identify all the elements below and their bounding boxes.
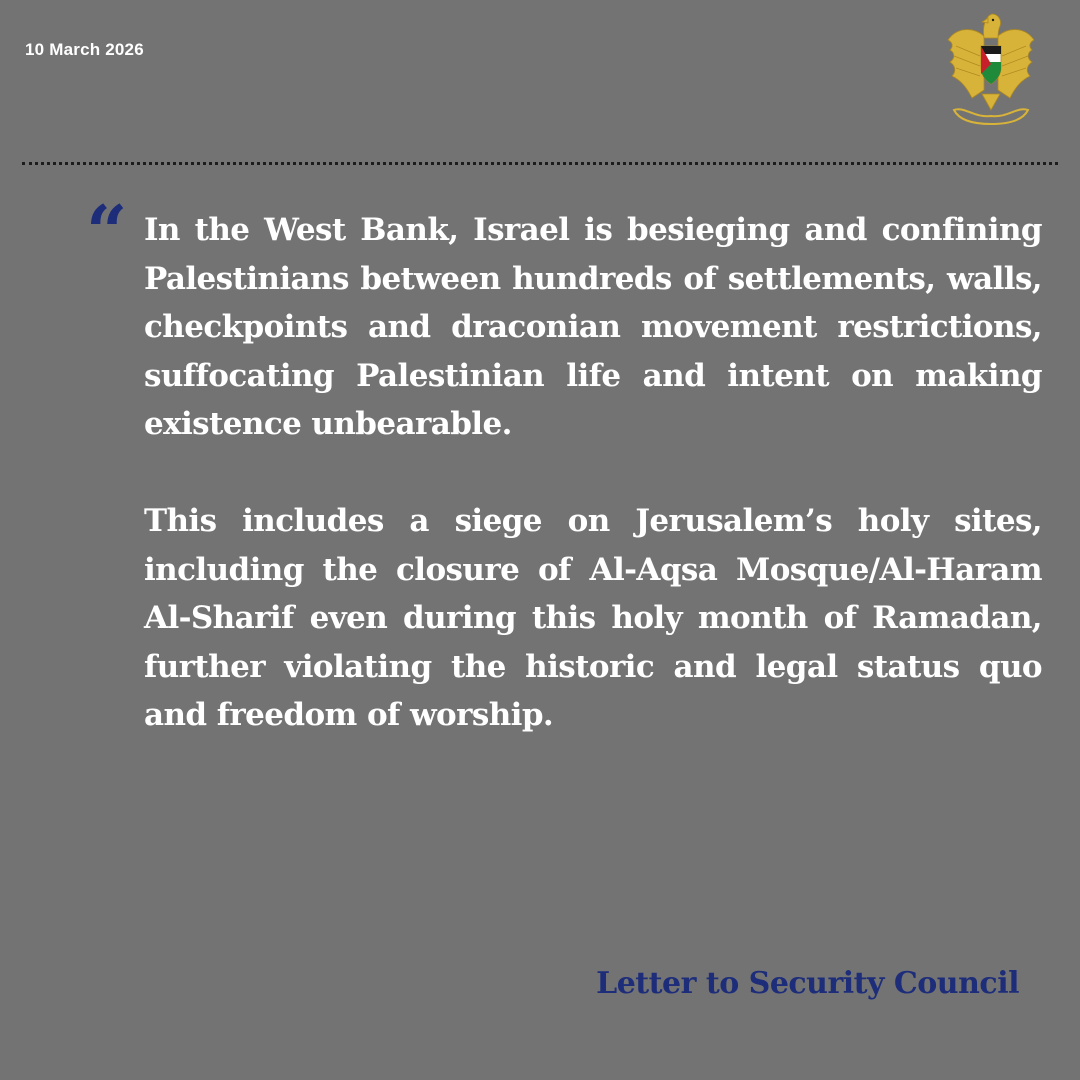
quote-paragraph: In the West Bank, Israel is besieging and confining Palestinians between hundreds of settlements, walls, checkpoints and draconian movement restrictions, suffocating Palestinian life and intent on making existence unbearable. bbox=[144, 212, 1042, 442]
palestine-eagle-emblem-icon bbox=[944, 6, 1038, 126]
quote-source: Letter to Security Council bbox=[596, 966, 1019, 1001]
opening-quote-icon: “ bbox=[86, 189, 128, 274]
post-date: 10 March 2026 bbox=[25, 40, 144, 59]
quote-text bbox=[144, 206, 1042, 740]
dotted-divider bbox=[22, 162, 1058, 165]
quote-paragraph: This includes a siege on Jerusalem’s holy sites, including the closure of Al-Aqsa Mosque/Al-Haram Al-Sharif even during this holy month of Ramadan, further violating the historic and legal status quo and freedom of worship. bbox=[144, 503, 1042, 733]
